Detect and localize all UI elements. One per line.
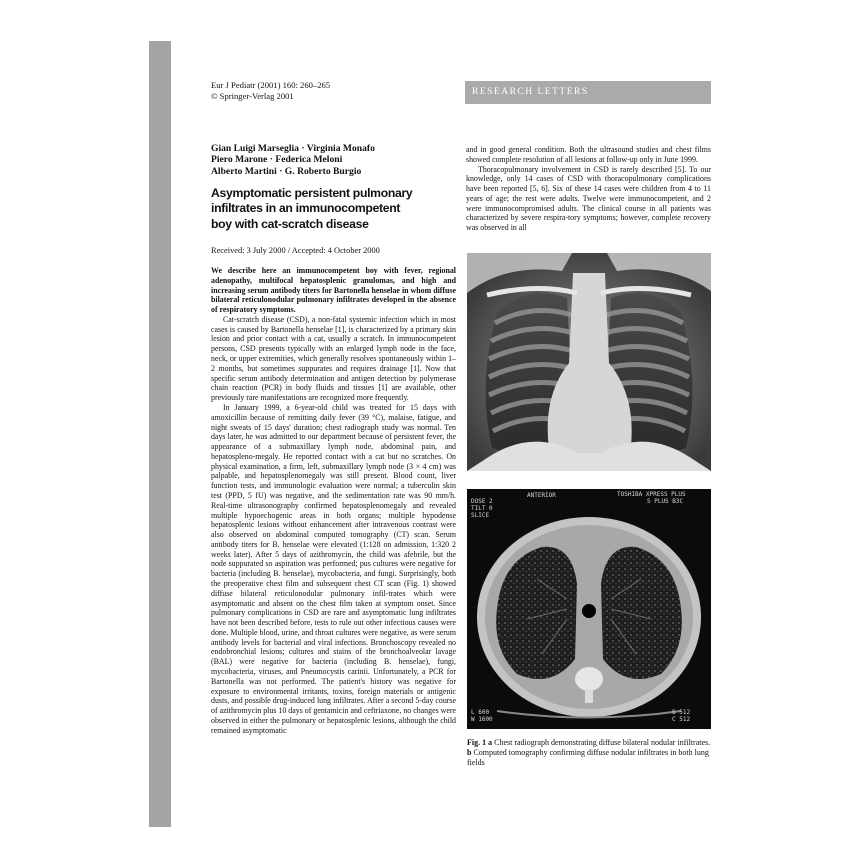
received-accepted-dates: Received: 3 July 2000 / Accepted: 4 October 2000 [211, 246, 380, 255]
chest-radiograph-image [467, 253, 711, 471]
page-gutter [149, 41, 171, 827]
ct-window-info: L 600 W 1600 [471, 709, 493, 723]
right-column [466, 145, 711, 233]
ct-scanner-label-2: S PLUS B3C [647, 498, 684, 505]
body-paragraph: In January 1999, a 6-year-old child was treated for 15 days with amoxicillin because of remitting daily fever (39 °C), malaise, fatigue, and night sweats of 15 days' duration; chest radiograph study was normal. Ten days later, he was admitted to our department because of persistent fever, the appearance of a submaxillary lymph node, abdominal pain, and hepatospleno-megaly. He reported contact with a cat but no scratches. On physical examination, a firm, left, submaxillary lymph node (3 × 4 cm) was palpable, and hepatosplenomegaly was still present. Blood count, liver function tests, and immunologic evaluation were normal; a tuberculin skin test (PPD, 5 IU) was negative, and the sedimentation rate was 90 mm/h. Real-time ultrasonography confirmed hepatosplenomegaly and revealed multiple hypoechogenic areas in both organs; multiple hypodense hepatosplenic lesions without enhancement after intravenous contrast were also observed on abdominal computed tomography (CT) scan. Serum antibody titers for B. henselae were elevated (1:128 on admission, 1:320 2 weeks later). After 5 days of azithromycin, the child was afebrile, but the node suppurated so aspiration was performed; pus cultures were negative for bacteria (including B. henselae), mycobacteria, and fungi. Surprisingly, both the preoperative chest film and subsequent chest CT scan (Fig. 1) showed diffuse bilateral reticulonodular pulmonary infil-trates which were asymptomatic and absent on the chest film taken at symptom onset. Since pulmonary complications in CSD are rare and asymptomatic lung infiltrates have not been described before, tests to rule out other infectious causes were done. Multiple blood, urine, and throat cultures were negative, as were serum antibody levels for bacterial and viral infections. Bronchoscopy revealed no endobronchial lesions; cultures and stains of the bronchoalveolar lavage (BAL) were negative for bacteria (including B. henselae), fungi, mycobacteria, viruses, and Pneumocystis carinii. Unfortunately, a PCR for Bartonella was not performed. The patient's history was negative for exposure to environmental irritants, toxins, foreign materials or antigenic dusts, and possible drug-induced lung infiltrates. After a second 5-day course of azithromycin plus 10 days of gentamicin and ceftriaxone, no changes were observed in either the pulmonary or hepatosplenic lesions, although the child remained asymptomatic [211, 402, 456, 735]
ct-scanner-label: TOSHIBA XPRESS PLUS [617, 491, 686, 498]
title-line: Asymptomatic persistent pulmonary [211, 186, 413, 200]
figure-caption [467, 738, 711, 767]
caption-text-a: Chest radiograph demonstrating diffuse bilateral nodular infiltrates. [492, 738, 711, 747]
journal-copyright: © Springer-Verlag 2001 [211, 90, 294, 101]
caption-label-b: b [467, 747, 472, 757]
left-column [211, 266, 456, 736]
chest-radiograph-figure [467, 253, 711, 471]
author-line: Piero Marone · Federica Meloni [211, 154, 343, 166]
ct-scan-figure [467, 489, 711, 729]
journal-citation: Eur J Pediatr (2001) 160: 260–265 [211, 80, 331, 90]
ct-scan-image [467, 489, 711, 729]
body-paragraph: and in good general condition. Both the ultrasound studies and chest films showed complete resolution of all lesions at follow-up only in June 1999. [466, 145, 711, 164]
section-banner: RESEARCH LETTERS [465, 81, 711, 104]
article-title [211, 186, 456, 232]
journal-header [211, 80, 330, 101]
caption-label: Fig. 1 a [467, 738, 493, 747]
caption-text-b: Computed tomography confirming diffuse nodular infiltrates in both lung fields [467, 747, 709, 767]
title-line: boy with cat-scratch disease [211, 216, 369, 231]
body-paragraph: Cat-scratch disease (CSD), a non-fatal systemic infection which in most cases is caused by Bartonella henselae [1], is characterized by a primary skin lesion and prior contact with a cat, usually a scratch. In immunocompetent persons, CSD presents typically with an enlarged lymph node in the face, neck, or upper extremities, which generally resolves spontaneously within 1–2 months, but sometimes suppurates and requires drainage [1]. Now that specific serum antibody determination and antigen detection by polymerase chain reaction (PCR) in body fluids and tissues [1] are available, other previously rare manifestations are recognized more frequently. [211, 314, 456, 403]
ct-anterior-label: ANTERIOR [527, 492, 556, 499]
title-line: infiltrates in an immunocompetent [211, 201, 401, 216]
author-list [211, 143, 456, 177]
body-paragraph: Thoracopulmonary involvement in CSD is rarely described [5]. To our knowledge, only 14 cases of CSD with thoracopulmonary complications have been reported [5, 6]. Six of these 14 cases were children from 4 to 11 years of age; the rest were adults. Twelve were immunocompetent, and 2 were immunocompromised adults. The clinical course in all patients was characterized by severe respira-tory symptoms; however, complete recovery was observed in all [466, 164, 711, 233]
ct-left-info: DOSE 2 TILT 0 SLICE [471, 498, 493, 519]
author-line: Gian Luigi Marseglia · Virginia Monafo [211, 143, 375, 154]
ct-matrix-info: S 512 C 512 [672, 709, 691, 723]
abstract: We describe here an immunocompetent boy with fever, regional adenopathy, multifocal hepatosplenic granulomas, and high and increasing serum antibody titers for Bartonella henselae in whom diffuse bilateral reticulonodular pulmonary infiltrates developed in the absence of respiratory symptoms. [211, 266, 456, 315]
author-line: Alberto Martini · G. Roberto Burgio [211, 165, 362, 177]
